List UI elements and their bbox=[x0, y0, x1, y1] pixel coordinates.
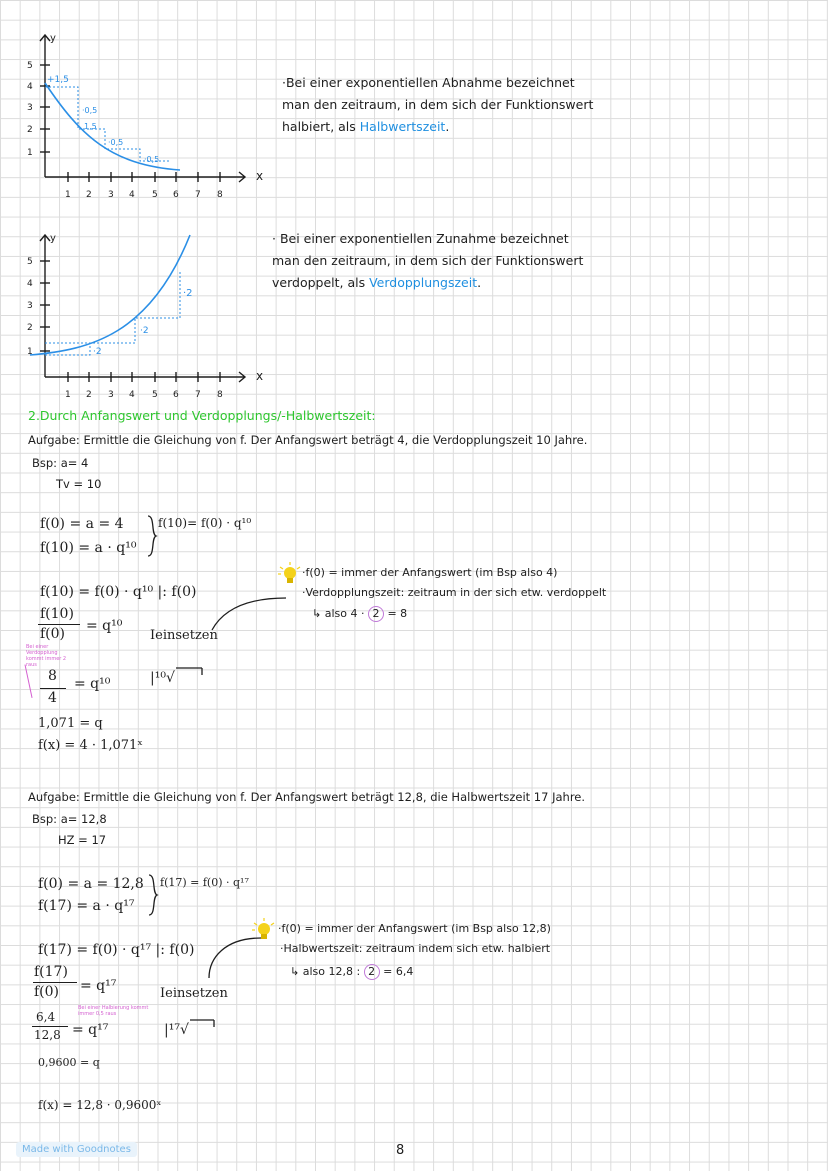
task1-eq4-rhs: = q¹⁰ bbox=[86, 618, 123, 634]
graph2-xtick: 1 bbox=[65, 390, 71, 400]
growth-graph bbox=[0, 225, 280, 435]
task2-bsp: Bsp: a= 12,8 bbox=[32, 812, 107, 826]
lightbulb-icon bbox=[252, 918, 276, 942]
note2-line1: · Bei einer exponentiellen Zunahme bezeichnet bbox=[272, 231, 569, 246]
decay-graph bbox=[0, 25, 280, 235]
graph1-label-3: 1,5 bbox=[84, 122, 97, 131]
graph1-label-2: ·0,5 bbox=[82, 106, 98, 115]
task1-eq5-rhs: = q¹⁰ bbox=[74, 676, 111, 692]
task1-tip1: ·f(0) = immer der Anfangswert (im Bsp also 4) bbox=[302, 566, 558, 579]
task1-einsetzen: Ieinsetzen bbox=[150, 628, 218, 643]
graph2-axis-x: x bbox=[256, 369, 264, 383]
graph1-xtick: 4 bbox=[129, 190, 135, 200]
graph1-xtick: 3 bbox=[108, 190, 114, 200]
task1-arrow bbox=[210, 592, 290, 632]
task2-side-note: Bei einer Halbierung kommt immer 0,5 raus bbox=[78, 1005, 149, 1017]
task2-eq5-rhs: = q¹⁷ bbox=[72, 1022, 109, 1038]
task2-frac2-line bbox=[32, 1026, 68, 1027]
graph1-label-1: +1,5 bbox=[47, 75, 69, 85]
doubling-definition: · Bei einer exponentiellen Zunahme bezeichnet man den zeitraum, in dem sich der Funktionswert verdoppelt, als Verdopplungszeit. bbox=[272, 228, 583, 294]
graph2-xtick: 3 bbox=[108, 390, 114, 400]
circled-two: 2 bbox=[364, 964, 380, 980]
decay-curve bbox=[45, 83, 180, 170]
task1-frac-line bbox=[38, 624, 80, 625]
circled-two: 2 bbox=[368, 606, 384, 622]
growth-curve bbox=[30, 235, 190, 355]
note1-line2: man den zeitraum, in dem sich der Funktionswert bbox=[282, 97, 594, 112]
graph2-xtick: 2 bbox=[86, 390, 92, 400]
task1-system: f(10)= f(0) · q¹⁰ bbox=[158, 516, 252, 530]
task1-result1: 1,071 = q bbox=[38, 716, 103, 731]
task1-eq1: f(0) = a = 4 bbox=[40, 516, 124, 532]
section-title: 2.Durch Anfangswert und Verdopplungs/-Halbwertszeit: bbox=[28, 408, 376, 423]
task1-wave bbox=[24, 664, 34, 698]
halflife-term: Halbwertszeit bbox=[359, 119, 446, 134]
task2-tip1: ·f(0) = immer der Anfangswert (im Bsp also 12,8) bbox=[278, 922, 551, 935]
task2-hz: HZ = 17 bbox=[58, 833, 107, 847]
graph2-label-2: ·2 bbox=[140, 326, 149, 336]
graph2-label-3: ·2 bbox=[183, 288, 193, 299]
task2-frac-num: f(17) bbox=[34, 964, 68, 980]
task2-system: f(17) = f(0) · q¹⁷ bbox=[160, 876, 249, 889]
graph1-ytick: 3 bbox=[27, 103, 33, 113]
task1-side-note: Bei einer Verdopplung kommt immer 2 raus bbox=[26, 644, 67, 668]
graph2-ytick: 1 bbox=[27, 347, 33, 357]
task1-frac-den: f(0) bbox=[40, 626, 66, 642]
task1-frac2-den: 4 bbox=[48, 690, 57, 706]
task2-tip2: ·Halbwertszeit: zeitraum indem sich etw. halbiert bbox=[280, 942, 551, 955]
task2-tip3: ↳ also 12,8 : 2 = 6,4 bbox=[290, 965, 414, 978]
task2-root-bar bbox=[190, 1018, 220, 1028]
task1-brace bbox=[145, 514, 159, 558]
graph2-ytick: 4 bbox=[27, 279, 33, 289]
task1-root-bar bbox=[176, 666, 206, 676]
task1-tv: Tv = 10 bbox=[56, 477, 102, 491]
graph1-xtick: 5 bbox=[152, 190, 158, 200]
task2-eq2: f(17) = a · q¹⁷ bbox=[38, 898, 135, 914]
graph1-ytick: 2 bbox=[27, 125, 33, 135]
task2-einsetzen: Ieinsetzen bbox=[160, 986, 228, 1001]
graph2-label-1: ·2 bbox=[93, 347, 102, 357]
graph1-axis-y: y bbox=[50, 33, 56, 44]
note2-line3: verdoppelt, als bbox=[272, 275, 370, 290]
goodnotes-badge: Made with Goodnotes bbox=[16, 1142, 137, 1157]
graph2-xtick: 8 bbox=[217, 390, 223, 400]
task2-text: Aufgabe: Ermittle die Gleichung von f. Der Anfangswert beträgt 12,8, die Halbwertszeit 17 Jahre. bbox=[28, 790, 586, 804]
graph1-xtick: 1 bbox=[65, 190, 71, 200]
graph1-label-4: ·0,5 bbox=[108, 138, 124, 147]
graph1-ytick: 5 bbox=[27, 61, 33, 71]
graph1-ytick: 4 bbox=[27, 82, 33, 92]
graph2-ytick: 3 bbox=[27, 301, 33, 311]
task2-brace bbox=[146, 873, 160, 917]
task1-root: |¹⁰√ bbox=[150, 670, 175, 686]
task2-frac-den: f(0) bbox=[34, 984, 60, 1000]
lightbulb-icon bbox=[278, 562, 302, 586]
task1-frac2-line bbox=[40, 688, 66, 689]
task2-result1: 0,9600 = q bbox=[38, 1056, 100, 1069]
graph1-xtick: 6 bbox=[173, 190, 179, 200]
task1-tip3: ↳ also 4 · 2 = 8 bbox=[312, 607, 408, 620]
task2-eq1: f(0) = a = 12,8 bbox=[38, 876, 144, 892]
task2-result2: f(x) = 12,8 · 0,9600ˣ bbox=[38, 1098, 162, 1112]
graph1-xtick: 2 bbox=[86, 190, 92, 200]
graph2-xtick: 4 bbox=[129, 390, 135, 400]
graph2-xtick: 5 bbox=[152, 390, 158, 400]
note1-line1: ·Bei einer exponentiellen Abnahme bezeichnet bbox=[282, 75, 575, 90]
task2-eq3: f(17) = f(0) · q¹⁷ |: f(0) bbox=[38, 942, 195, 958]
graph2-xtick: 7 bbox=[195, 390, 201, 400]
task2-frac2-num: 6,4 bbox=[36, 1010, 56, 1024]
graph2-ytick: 2 bbox=[27, 323, 33, 333]
task2-frac-line bbox=[33, 982, 77, 983]
graph1-xtick: 8 bbox=[217, 190, 223, 200]
graph1-xtick: 7 bbox=[195, 190, 201, 200]
graph2-axis-y: y bbox=[50, 233, 56, 244]
graph1-axis-x: x bbox=[256, 169, 264, 183]
graph1-label-5: ·0,5 bbox=[144, 155, 160, 164]
task1-tip2: ·Verdopplungszeit: zeitraum in der sich etw. verdoppelt bbox=[302, 586, 607, 599]
page-number: 8 bbox=[396, 1143, 405, 1158]
task2-frac2-den: 12,8 bbox=[34, 1028, 61, 1042]
graph1-ytick: 1 bbox=[27, 148, 33, 158]
graph2-xtick: 6 bbox=[173, 390, 179, 400]
task2-root: |¹⁷√ bbox=[164, 1022, 189, 1038]
doubling-term: Verdopplungszeit bbox=[369, 275, 478, 290]
task1-eq2: f(10) = a · q¹⁰ bbox=[40, 540, 137, 556]
task1-text: Aufgabe: Ermittle die Gleichung von f. Der Anfangswert beträgt 4, die Verdopplungszeit 10 Jahre. bbox=[28, 433, 588, 447]
task1-frac-num: f(10) bbox=[40, 606, 74, 622]
task1-frac2-num: 8 bbox=[48, 668, 57, 684]
note2-line2: man den zeitraum, in dem sich der Funktionswert bbox=[272, 253, 584, 268]
task1-result2: f(x) = 4 · 1,071ˣ bbox=[38, 738, 143, 753]
note1-line3: halbiert, als bbox=[282, 119, 360, 134]
task1-bsp: Bsp: a= 4 bbox=[32, 456, 89, 470]
graph2-ytick: 5 bbox=[27, 257, 33, 267]
task1-eq3: f(10) = f(0) · q¹⁰ |: f(0) bbox=[40, 584, 197, 600]
task2-eq4-rhs: = q¹⁷ bbox=[80, 978, 117, 994]
halflife-definition: ·Bei einer exponentiellen Abnahme bezeichnet man den zeitraum, in dem sich der Funktionswert halbiert, als Halbwertszeit. bbox=[282, 72, 593, 138]
